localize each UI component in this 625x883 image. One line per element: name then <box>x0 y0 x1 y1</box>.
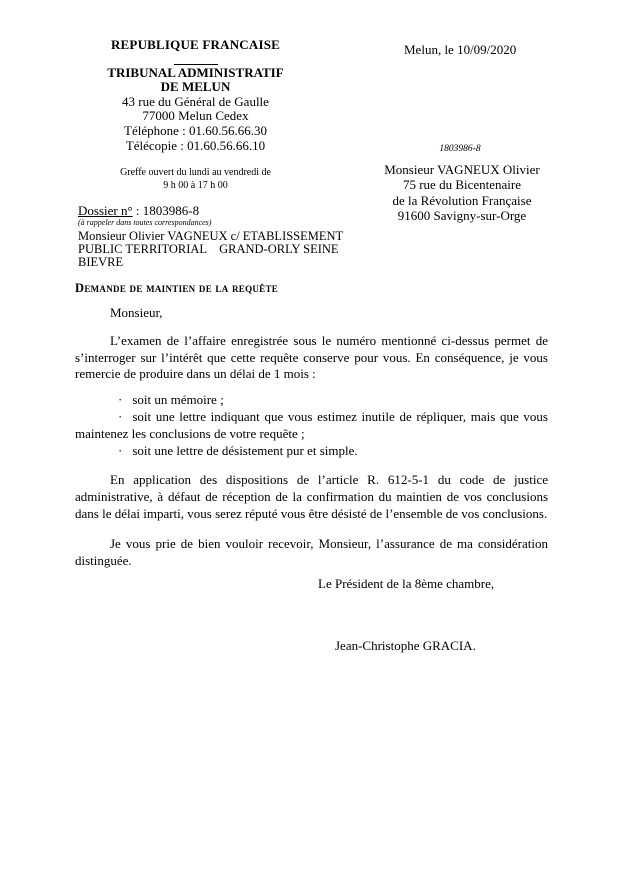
dossier-value: : 1803986-8 <box>132 203 200 218</box>
dossier-number-line <box>78 204 378 218</box>
tribunal-name-line2: DE MELUN <box>160 79 231 95</box>
recipient-street2: de la Révolution Française <box>392 192 532 208</box>
letter-date: Melun, le 10/09/2020 <box>404 42 517 57</box>
bullet-marker: · <box>118 442 123 458</box>
salutation: Monsieur, <box>110 305 163 320</box>
case-parties-line2: PUBLIC TERRITORIAL GRAND-ORLY SEINE <box>78 242 339 256</box>
court-fax: Télécopie : 01.60.56.66.10 <box>125 137 266 153</box>
dossier-label: Dossier n° <box>78 203 133 218</box>
bullet-marker: · <box>118 408 123 424</box>
bullet-text: soit un mémoire ; <box>132 392 224 408</box>
body-paragraph-3: Je vous prie de bien vouloir recevoir, Monsieur, l’assurance de ma considération distinguée. <box>75 535 548 568</box>
sender-block <box>78 38 313 153</box>
recipient-address-block <box>378 162 546 224</box>
greffe-hours-line2: 9 h 00 à 17 h 00 <box>163 180 228 191</box>
greffe-hours <box>78 166 313 192</box>
bullet-text: soit une lettre indiquant que vous estimez inutile de répliquer, mais que vous maintenez les conclusions de votre requête ; <box>75 408 548 441</box>
case-parties-line1: Monsieur Olivier VAGNEUX c/ ETABLISSEMENT <box>78 229 344 243</box>
recipient-street: 75 rue du Bicentenaire <box>402 177 522 193</box>
tribunal-name-line1: TRIBUNAL ADMINISTRATIF <box>107 64 284 80</box>
bullet-text: soit une lettre de désistement pur et simple. <box>132 442 358 458</box>
republic-title: REPUBLIQUE FRANCAISE <box>110 37 281 52</box>
bullet-item-1 <box>75 392 548 409</box>
body-paragraph-1: L’examen de l’affaire enregistrée sous le numéro mentionné ci-dessus permet de s’interroger sur l’intérêt que cette requête conserve pour vous. En conséquence, je vous remercie de produire dans un délai de 1 mois : <box>75 332 548 382</box>
signature-name: Jean-Christophe GRACIA. <box>335 638 476 653</box>
case-parties-line3: BIEVRE <box>78 255 124 269</box>
court-address-line2: 77000 Melun Cedex <box>142 108 249 124</box>
subject-heading: Demande de maintien de la requête <box>75 281 279 295</box>
bullet-item-3 <box>75 443 548 460</box>
letter-body <box>75 305 548 569</box>
court-address-line1: 43 rue du Général de Gaulle <box>122 93 269 109</box>
bullet-item-2 <box>75 409 548 443</box>
bullet-marker: · <box>118 392 123 408</box>
signature-title: Le Président de la 8ème chambre, <box>318 576 495 591</box>
recipient-city: 91600 Savigny-sur-Orge <box>397 208 527 224</box>
recipient-name: Monsieur VAGNEUX Olivier <box>384 162 540 177</box>
case-reference-italic: 1803986-8 <box>439 144 481 154</box>
dossier-note: (à rappeler dans toutes correspondances) <box>78 218 212 227</box>
greffe-hours-line1: Greffe ouvert du lundi au vendredi de <box>120 167 271 178</box>
dossier-block <box>78 204 378 269</box>
body-paragraph-2: En application des dispositions de l’article R. 612-5-1 du code de justice administrative, à défaut de réception de la confirmation du maintien de vos conclusions dans le délai imparti, vous serez réputé vous être désisté de l’ensemble de vos conclusions. <box>75 472 548 521</box>
court-phone: Téléphone : 01.60.56.66.30 <box>124 122 267 138</box>
